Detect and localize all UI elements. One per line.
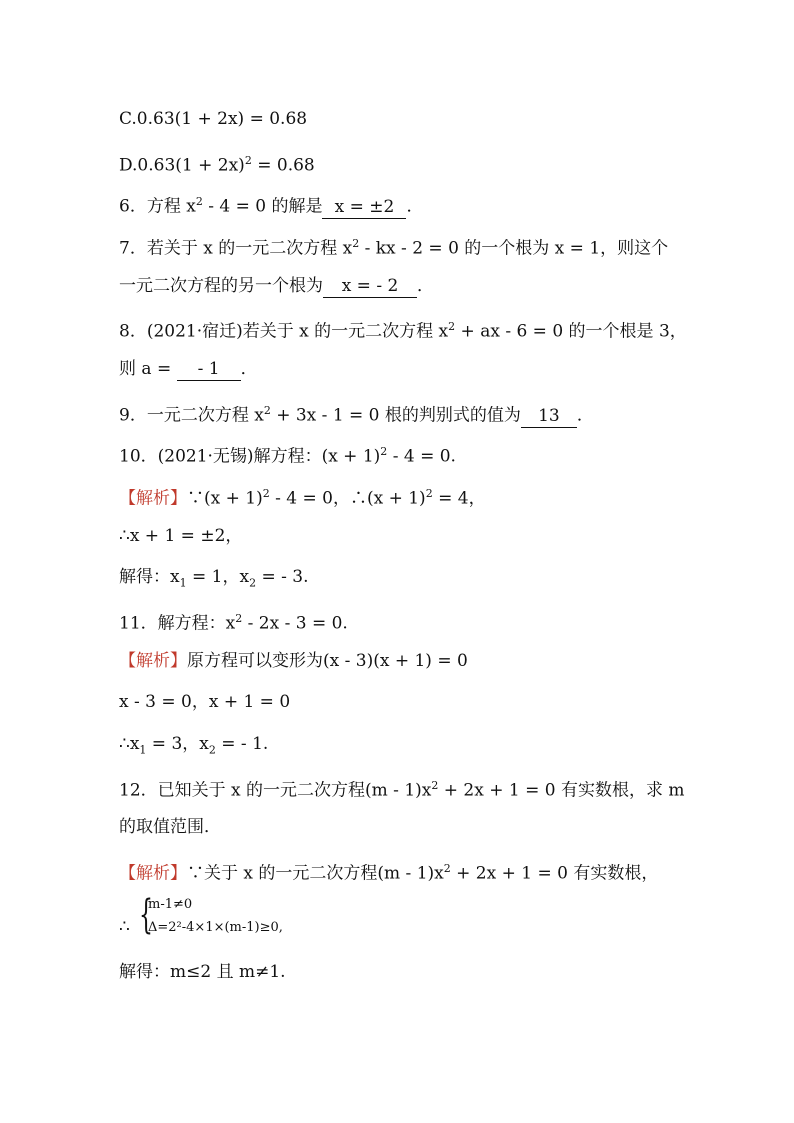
question-12 — [119, 775, 685, 802]
option-c-text: C.0.63(1 + 2x) = 0.68 — [119, 109, 308, 129]
answer-blank: - 1 — [177, 358, 241, 381]
question-10-text: 10．(2021·无锡)解方程：(x + 1) — [119, 446, 381, 467]
punctuation: ． — [240, 359, 258, 379]
question-6-text-mid: - 4 = 0 的解是 — [202, 196, 323, 217]
solution-text: = 3，x — [146, 734, 209, 754]
solution-12-line-3 — [119, 961, 286, 983]
solution-12-line-1 — [119, 858, 658, 885]
analysis-tag: 【解析】 — [119, 863, 187, 884]
question-8-line-2 — [119, 358, 258, 381]
superscript: 2 — [263, 404, 271, 417]
question-10-text-end: - 4 = 0. — [387, 446, 456, 467]
superscript: 2 — [443, 862, 451, 875]
superscript: 2 — [235, 612, 243, 625]
question-7-text: 7．若关于 x 的一元二次方程 x — [119, 238, 353, 259]
superscript: 2 — [425, 487, 433, 500]
subscript: 2 — [249, 576, 257, 590]
subscript: 1 — [139, 743, 147, 757]
superscript: 2 — [195, 195, 203, 208]
solution-11-line-2 — [119, 691, 290, 713]
question-7 — [119, 233, 668, 260]
question-9-text: 9．一元二次方程 x — [119, 405, 264, 426]
solution-text: + 2x + 1 = 0 有实数根， — [450, 863, 659, 884]
question-7-line-2 — [119, 275, 434, 298]
superscript: 2 — [244, 154, 252, 167]
option-c — [119, 108, 307, 130]
solution-text: = 1，x — [186, 567, 250, 587]
question-9 — [119, 400, 594, 428]
superscript: 2 — [262, 487, 270, 500]
solution-text: 解得：x — [119, 567, 180, 587]
solution-text: ∴x + 1 = ±2， — [119, 526, 243, 546]
solution-10-line-3 — [119, 566, 308, 594]
solution-text: ∴x — [119, 734, 140, 754]
question-12-text: 12．已知关于 x 的一元二次方程(m - 1)x — [119, 780, 432, 801]
question-8-text: 8．(2021·宿迁)若关于 x 的一元二次方程 x — [119, 321, 449, 342]
solution-text: = 4， — [432, 488, 486, 509]
solution-10-line-2 — [119, 525, 242, 547]
question-8 — [119, 316, 687, 343]
question-8-text-end: + ax - 6 = 0 的一个根是 3， — [455, 321, 687, 342]
answer-blank: x = ±2 — [322, 196, 406, 219]
question-7-text-2: 一元二次方程的另一个根为 — [119, 276, 323, 296]
solution-text: = - 3. — [256, 567, 309, 587]
question-11-text: 11．解方程：x — [119, 613, 236, 634]
punctuation: ． — [576, 405, 594, 426]
answer-blank: 13 — [521, 405, 577, 428]
question-6 — [119, 191, 423, 219]
system-line-1: m-1≠0 — [148, 897, 193, 912]
left-brace: { — [139, 892, 153, 938]
solution-11-line-1 — [119, 650, 468, 672]
therefore-symbol: ∴ — [119, 917, 130, 937]
subscript: 2 — [208, 743, 216, 757]
analysis-tag: 【解析】 — [119, 651, 187, 671]
punctuation: ． — [406, 196, 424, 217]
question-12-text-2: 的取值范围． — [119, 817, 221, 837]
subscript: 1 — [179, 576, 187, 590]
system-line-2: Δ=2²-4×1×(m-1)≥0, — [148, 920, 283, 935]
superscript: 2 — [380, 445, 388, 458]
superscript: 2 — [431, 779, 439, 792]
punctuation: ． — [417, 276, 434, 296]
question-7-text-end: - kx - 2 = 0 的一个根为 x = 1，则这个 — [359, 238, 669, 259]
solution-text: 原方程可以变形为(x - 3)(x + 1) = 0 — [187, 651, 468, 671]
question-9-text-mid: + 3x - 1 = 0 根的判别式的值为 — [270, 405, 521, 426]
question-8-text-2: 则 a = — [119, 359, 177, 379]
solution-text: = - 1. — [215, 734, 269, 754]
superscript: 2 — [352, 237, 360, 250]
option-d — [119, 150, 315, 177]
solution-text: ∵关于 x 的一元二次方程(m - 1)x — [187, 863, 444, 884]
solution-10-line-1 — [119, 483, 486, 510]
solution-text: ∵(x + 1) — [187, 488, 263, 509]
answer-blank: x = - 2 — [323, 275, 417, 298]
question-10 — [119, 441, 456, 468]
question-12-text-end: + 2x + 1 = 0 有实数根，求 m — [438, 780, 685, 801]
analysis-tag: 【解析】 — [119, 488, 187, 509]
inequality-system — [119, 893, 379, 943]
superscript: 2 — [448, 320, 456, 333]
solution-text: 解得：m≤2 且 m≠1. — [119, 962, 286, 982]
option-d-text-end: = 0.68 — [251, 155, 315, 176]
question-6-text: 6．方程 x — [119, 196, 196, 217]
solution-text: x - 3 = 0，x + 1 = 0 — [119, 692, 291, 712]
solution-text: - 4 = 0，∴(x + 1) — [269, 488, 426, 509]
solution-11-line-3 — [119, 733, 268, 761]
option-d-text: D.0.63(1 + 2x) — [119, 155, 245, 176]
question-11-text-end: - 2x - 3 = 0. — [242, 613, 348, 634]
question-11 — [119, 608, 348, 635]
question-12-line-2 — [119, 816, 221, 838]
